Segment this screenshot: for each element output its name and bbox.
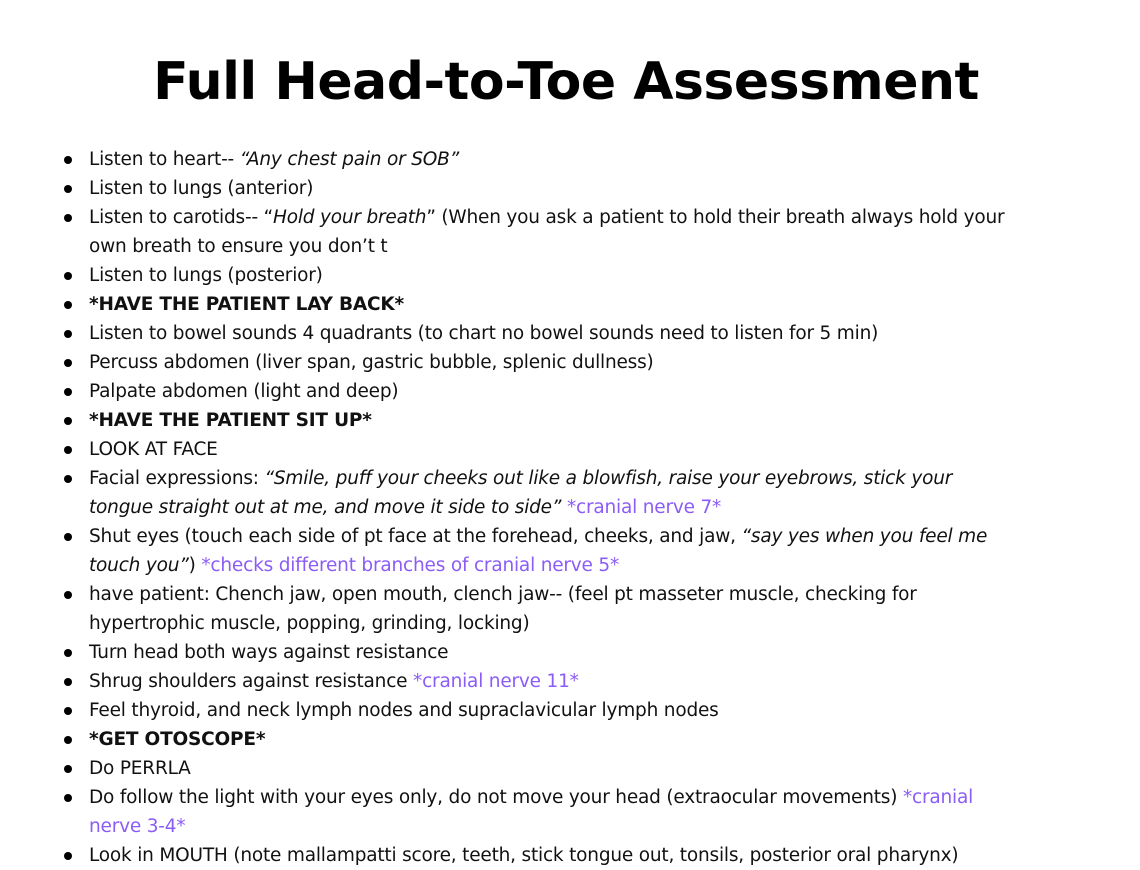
- assessment-checklist: [62, 145, 1102, 870]
- item-text: Feel thyroid, and neck lymph nodes and supraclavicular lymph nodes: [89, 700, 719, 721]
- item-text-after: ): [188, 555, 196, 576]
- cranial-nerve-note: *cranial nerve 7*: [561, 497, 722, 518]
- item-text: Do PERRLA: [89, 758, 191, 779]
- bullet-icon: [64, 678, 72, 686]
- bullet-icon: [64, 359, 72, 367]
- list-item-otoscope: [62, 725, 1102, 754]
- list-item-heart: [62, 145, 1102, 174]
- list-item-shrug-shoulders: [62, 667, 1102, 696]
- cranial-nerve-note: *cranial: [897, 787, 974, 808]
- item-quote: “say yes when you feel me: [741, 526, 988, 547]
- bullet-icon: [64, 765, 72, 773]
- page-title: Full Head-to-Toe Assessment: [153, 52, 979, 112]
- item-text-after: ” (When you ask a patient to hold their breath always hold your: [426, 207, 1005, 228]
- item-text: Listen to lungs (anterior): [89, 178, 314, 199]
- bullet-icon: [64, 475, 72, 483]
- item-text: Palpate abdomen (light and deep): [89, 381, 399, 402]
- item-text: Listen to lungs (posterior): [89, 265, 323, 286]
- bullet-icon: [64, 214, 72, 222]
- bullet-icon: [64, 736, 72, 744]
- bullet-icon: [64, 446, 72, 454]
- item-text: LOOK AT FACE: [89, 439, 218, 460]
- list-item-palpate-abdomen: [62, 377, 1102, 406]
- item-text: *GET OTOSCOPE*: [89, 729, 266, 750]
- list-item-jaw: [62, 580, 1102, 638]
- item-text: Listen to bowel sounds 4 quadrants (to chart no bowel sounds need to listen for 5 min): [89, 323, 879, 344]
- item-text: Listen to carotids-- “: [89, 207, 273, 228]
- bullet-icon: [64, 707, 72, 715]
- item-quote: “Any chest pain or SOB”: [239, 149, 459, 170]
- list-item-sit-up: [62, 406, 1102, 435]
- cranial-nerve-note-continued: nerve 3-4*: [89, 816, 186, 837]
- list-item-turn-head: [62, 638, 1102, 667]
- item-text: *HAVE THE PATIENT LAY BACK*: [89, 294, 404, 315]
- bullet-icon: [64, 794, 72, 802]
- item-quote-continued: touch you”: [89, 555, 189, 576]
- cranial-nerve-note: *checks different branches of cranial nerve 5*: [195, 555, 620, 576]
- list-item-shut-eyes: [62, 522, 1102, 580]
- list-item-carotids: [62, 203, 1102, 261]
- bullet-icon: [64, 649, 72, 657]
- item-text: Shut eyes (touch each side of pt face at the forehead, cheeks, and jaw,: [89, 526, 742, 547]
- list-item-bowel-sounds: [62, 319, 1102, 348]
- item-text: Shrug shoulders against resistance: [89, 671, 408, 692]
- item-quote: Hold your breath: [273, 207, 427, 228]
- item-text: Percuss abdomen (liver span, gastric bubble, splenic dullness): [89, 352, 654, 373]
- item-text: *HAVE THE PATIENT SIT UP*: [89, 410, 372, 431]
- list-item-perrla: [62, 754, 1102, 783]
- item-text: have patient: Chench jaw, open mouth, clench jaw-- (feel pt masseter muscle, checking for: [89, 584, 917, 605]
- item-text: Turn head both ways against resistance: [89, 642, 449, 663]
- bullet-icon: [64, 156, 72, 164]
- list-item-facial-expressions: [62, 464, 1102, 522]
- bullet-icon: [64, 852, 72, 860]
- list-item-lungs-anterior: [62, 174, 1102, 203]
- item-quote-continued: tongue straight out at me, and move it side to side”: [89, 497, 562, 518]
- item-text: Do follow the light with your eyes only, do not move your head (extraocular movements): [89, 787, 898, 808]
- bullet-icon: [64, 272, 72, 280]
- list-item-thyroid: [62, 696, 1102, 725]
- bullet-icon: [64, 388, 72, 396]
- list-item-look-at-face: [62, 435, 1102, 464]
- item-text-continued: own breath to ensure you don’t t: [89, 236, 388, 257]
- bullet-icon: [64, 301, 72, 309]
- list-item-percuss-abdomen: [62, 348, 1102, 377]
- item-text-continued: hypertrophic muscle, popping, grinding, locking): [89, 613, 530, 634]
- item-text: Look in MOUTH (note mallampatti score, teeth, stick tongue out, tonsils, posterior oral pharynx): [89, 845, 959, 866]
- item-text: Listen to heart--: [89, 149, 240, 170]
- bullet-icon: [64, 417, 72, 425]
- list-item-follow-light: [62, 783, 1102, 841]
- bullet-icon: [64, 533, 72, 541]
- list-item-lungs-posterior: [62, 261, 1102, 290]
- bullet-icon: [64, 330, 72, 338]
- cranial-nerve-note: *cranial nerve 11*: [407, 671, 579, 692]
- bullet-icon: [64, 185, 72, 193]
- bullet-icon: [64, 591, 72, 599]
- list-item-mouth: [62, 841, 1102, 870]
- list-item-lay-back: [62, 290, 1102, 319]
- item-text: Facial expressions:: [89, 468, 265, 489]
- item-quote: “Smile, puff your cheeks out like a blowfish, raise your eyebrows, stick your: [264, 468, 953, 489]
